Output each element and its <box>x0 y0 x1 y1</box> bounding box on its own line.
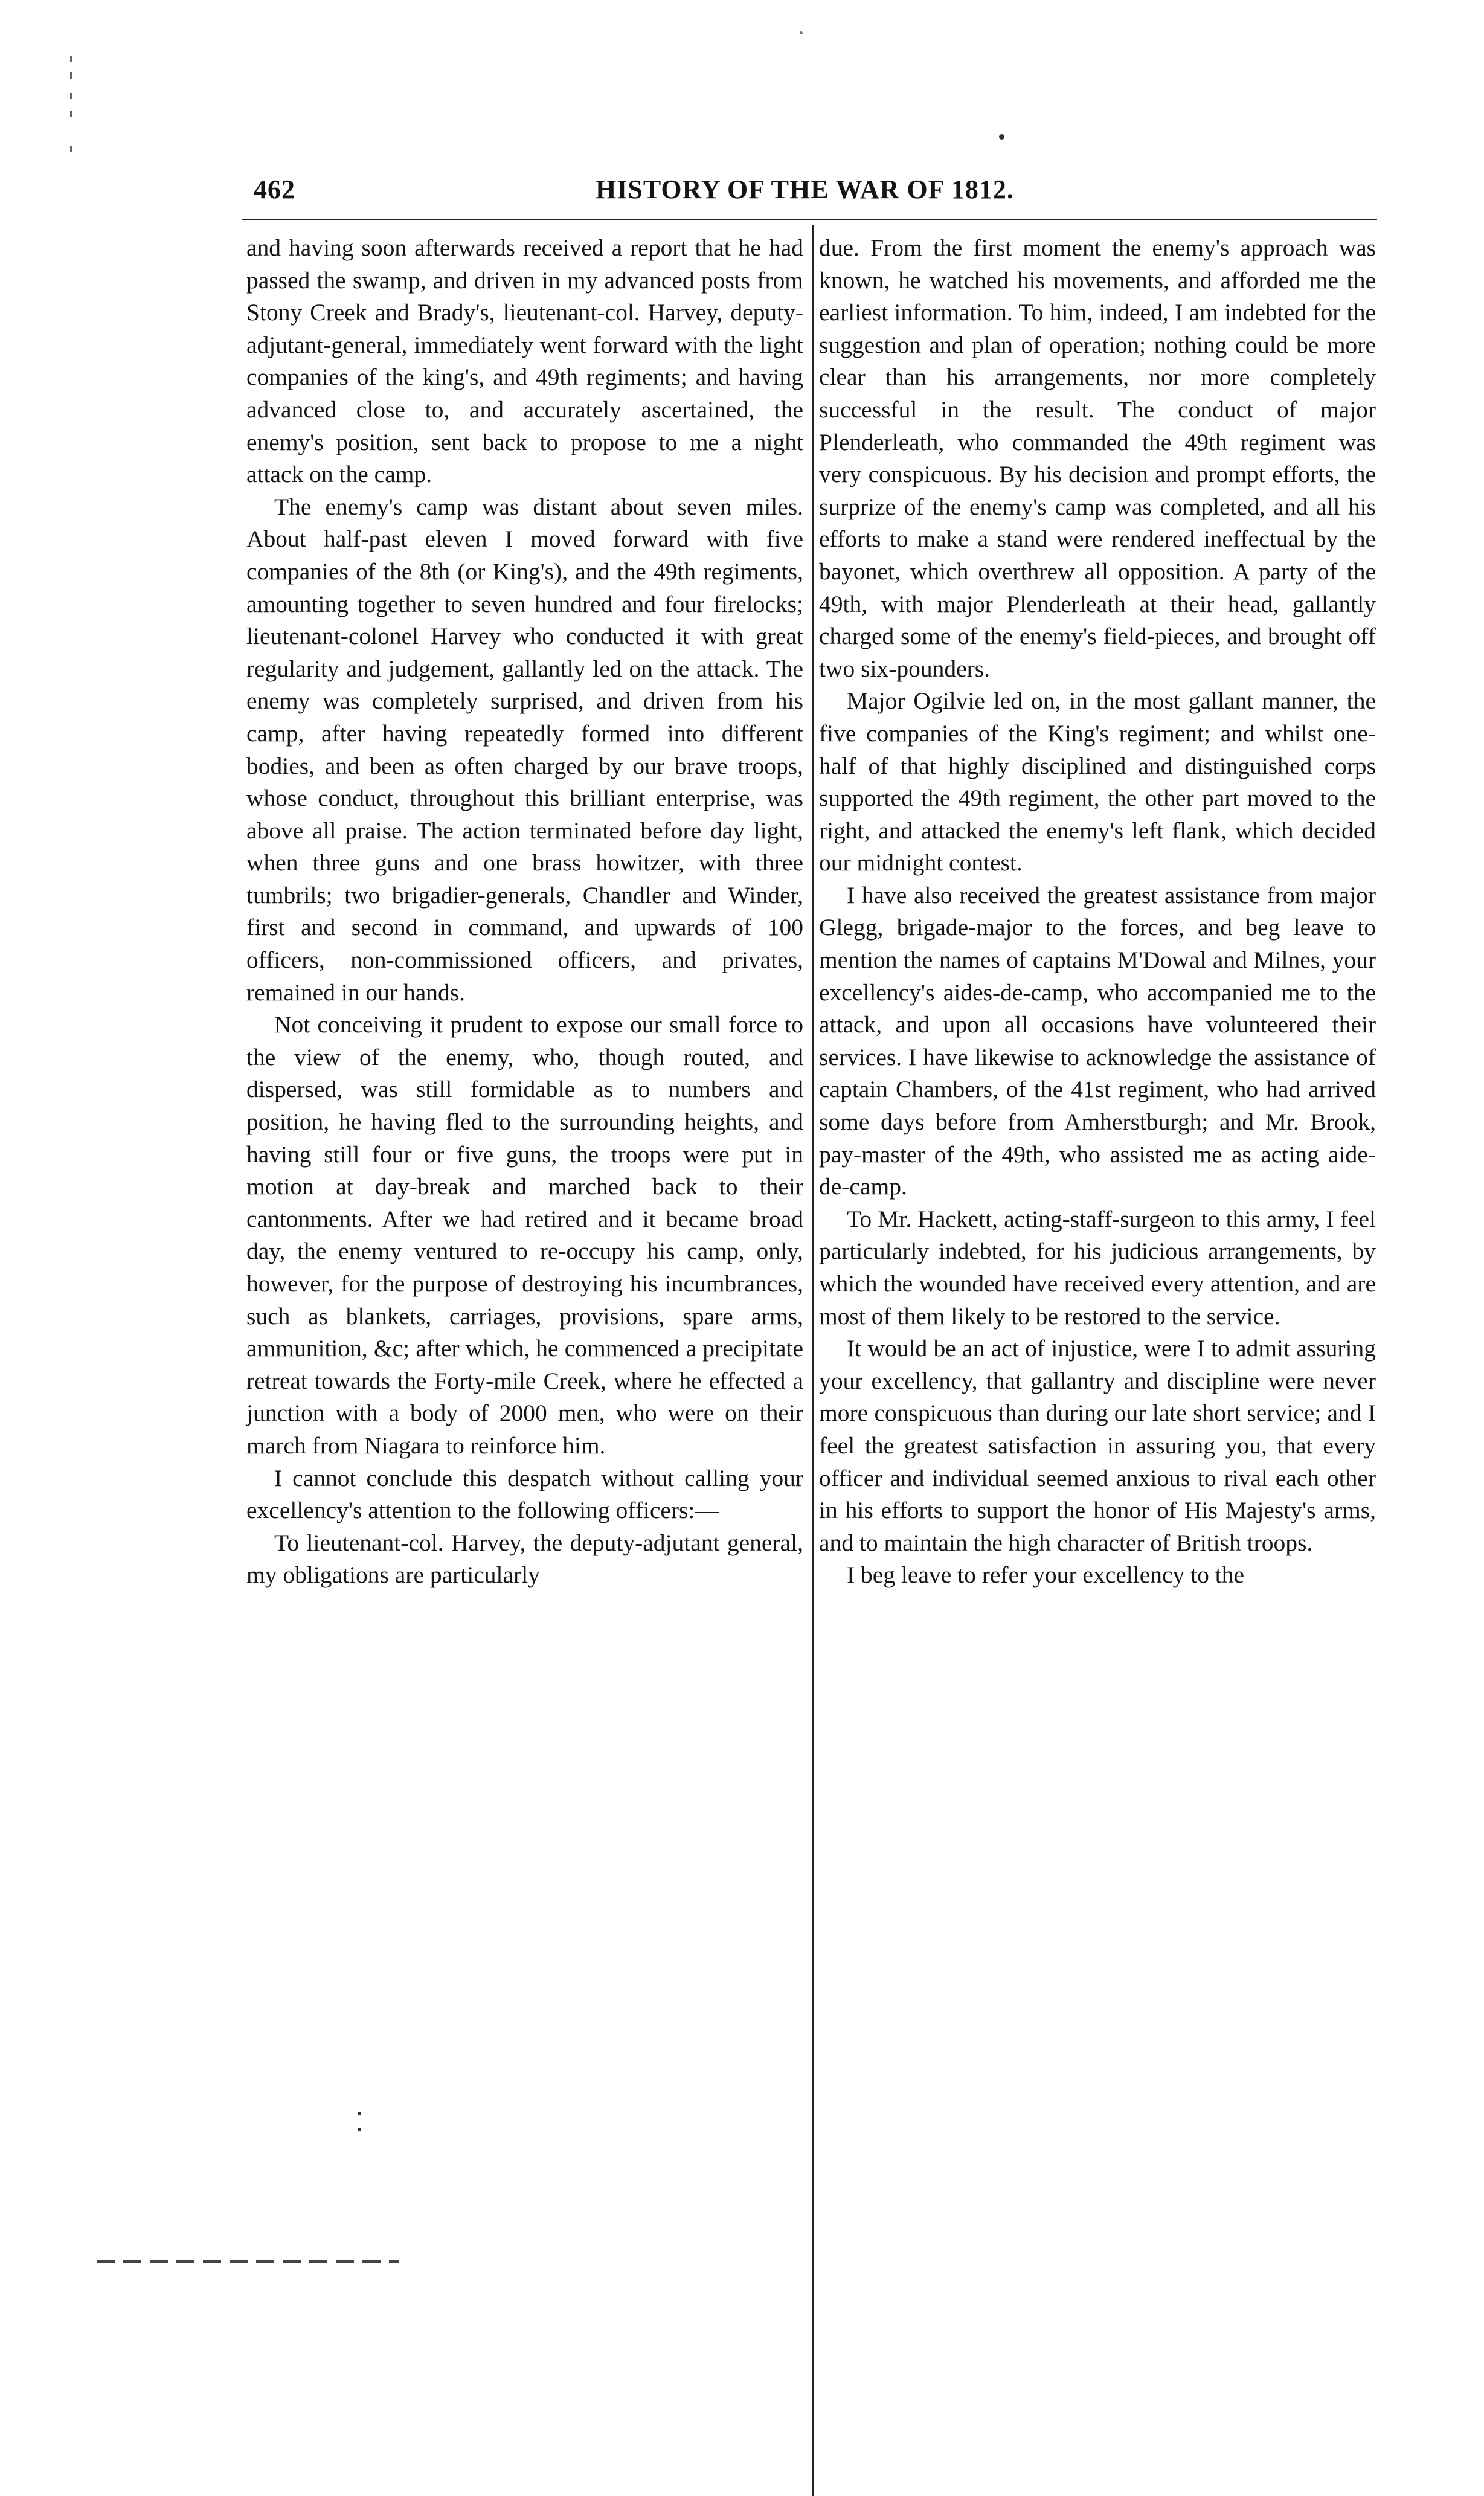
paragraph: To Mr. Hackett, acting-staff-surgeon to this army, I feel particularly indebted, for his judicious arrangements, by which the wounded have received every attention, and are most of them likely to be restored to the service. <box>819 1205 1376 1330</box>
paragraph: The enemy's camp was distant about seven miles. About half-past eleven I moved forward with five companies of the 8th (or King's), and the 49th regiments, amounting together to seven hundred and four firelocks; lieutenant-colonel Harvey who conducted it with great regularity and judgement, gallantly led on the attack. The enemy was completely surprised, and driven from his camp, after having repeatedly formed into different bodies, and been as often charged by our brave troops, whose conduct, throughout this brilliant enterprise, was above all praise. The action terminated before day light, when three guns and one brass howitzer, with three tumbrils; two brigadier-generals, Chandler and Winder, first and second in command, and upwards of 100 officers, non-commissioned officers, and privates, remained in our hands. <box>246 493 803 1006</box>
paragraph: It would be an act of injustice, were I to admit assuring your excellency, that gallantry and discipline were never more conspicuous than during our late short service; and I feel the greatest satisfaction in assuring you, that every officer and individual seemed anxious to rival each other in his efforts to support the honor of His Majesty's arms, and to maintain the high character of British troops. <box>819 1335 1376 1556</box>
margin-specks <box>70 56 75 176</box>
paragraph: To lieutenant-col. Harvey, the deputy-adjutant general, my obligations are particularly <box>246 1529 803 1589</box>
paragraph: due. From the first moment the enemy's approach was known, he watched his movements, and afforded me the earliest information. To him, indeed, I am indebted for the suggestion and plan of operation; nothing could be more clear than his arrangements, nor more completely successful in the result. The conduct of major Plenderleath, who commanded the 49th regiment was very conspicuous. By his decision and prompt efforts, the surprize of the enemy's camp was completed, and all his efforts to make a stand were rendered ineffectual by the bayonet, which overthrew all opposition. A party of the 49th, with major Plenderleath at their head, gallantly charged some of the enemy's field-pieces, and brought off two six-pounders. <box>819 234 1376 682</box>
header-rule <box>242 219 1377 220</box>
paragraph: and having soon afterwards received a report that he had passed the swamp, and driven in my advanced posts from Stony Creek and Brady's, lieutenant-col. Harvey, deputy-adjutant-general, immediately went forward with the light companies of the king's, and 49th regiments; and having advanced close to, and accurately ascertained, the enemy's position, sent back to propose to me a night attack on the camp. <box>246 234 803 488</box>
page-number: 462 <box>254 175 295 204</box>
ink-speck <box>358 2112 361 2136</box>
paragraph: I beg leave to refer your excellency to the <box>847 1562 1244 1589</box>
page-header <box>242 174 1232 210</box>
left-column <box>246 232 803 1592</box>
paragraph: I have also received the greatest assistance from major Glegg, brigade-major to the forces, and beg leave to mention the names of captains M'Dowal and Milnes, your excellency's aides-de-camp, who accompanied me to the attack, and upon all occasions have volunteered their services. I have likewise to acknowledge the assistance of captain Chambers, of the 41st regiment, who had arrived some days before from Amherstburgh; and Mr. Brook, pay-master of the 49th, who assisted me as acting aide-de-camp. <box>819 881 1376 1200</box>
paragraph: I cannot conclude this despatch without calling your excellency's attention to the following officers:— <box>246 1464 803 1524</box>
ink-speck <box>999 134 1004 140</box>
paragraph: Major Ogilvie led on, in the most gallant manner, the five companies of the King's regiment; and whilst one-half of that highly disciplined and distinguished corps supported the 49th regiment, the other part moved to the right, and attacked the enemy's left flank, which decided our midnight contest. <box>819 687 1376 876</box>
footer-dash-rule <box>97 2260 399 2263</box>
right-column <box>819 232 1376 1592</box>
paragraph: Not conceiving it prudent to expose our small force to the view of the enemy, who, though routed, and dispersed, was still formidable as to numbers and position, he having fled to the surrounding heights, and having still four or five guns, the troops were put in motion at day-break and marched back to their cantonments. After we had retired and it became broad day, the enemy ventured to re-occupy his camp, only, however, for the purpose of destroying his incumbrances, such as blankets, carriages, provisions, spare arms, ammunition, &c; after which, he commenced a precipitate retreat towards the Forty-mile Creek, where he effected a junction with a body of 2000 men, who were on their march from Niagara to reinforce him. <box>246 1011 803 1459</box>
running-title: HISTORY OF THE WAR OF 1812. <box>596 175 1014 204</box>
column-divider <box>812 225 814 2496</box>
ink-speck <box>800 31 803 34</box>
